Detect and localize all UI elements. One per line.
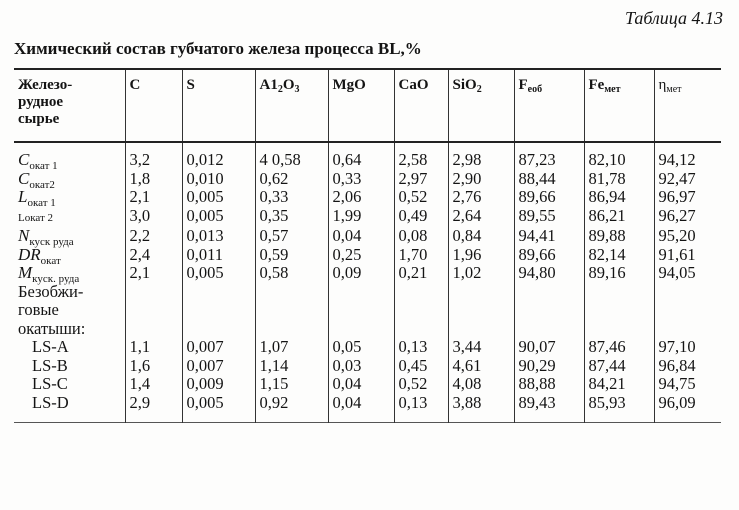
- table-row: [14, 227, 721, 246]
- table-cell: 87,46: [584, 338, 654, 357]
- table-cell: 96,84: [654, 357, 721, 376]
- empty-cell: [448, 283, 514, 302]
- table-cell: 0,009: [182, 375, 255, 394]
- group-label-row: [14, 301, 721, 320]
- table-cell: 3,88: [448, 394, 514, 423]
- empty-cell: [125, 301, 182, 320]
- table-cell: 3,44: [448, 338, 514, 357]
- table-cell: 88,44: [514, 170, 584, 189]
- table-cell: 2,64: [448, 207, 514, 228]
- table-row: [14, 207, 721, 228]
- table-cell: 94,80: [514, 264, 584, 283]
- empty-cell: [654, 283, 721, 302]
- table-cell: 0,007: [182, 338, 255, 357]
- table-cell: 1,1: [125, 338, 182, 357]
- empty-cell: [394, 283, 448, 302]
- empty-cell: [654, 320, 721, 339]
- empty-cell: [654, 301, 721, 320]
- table-cell: 0,013: [182, 227, 255, 246]
- table-cell: 2,06: [328, 188, 394, 207]
- empty-cell: [514, 320, 584, 339]
- row-label: Lокат 2: [18, 211, 54, 224]
- table-cell: 3,2: [125, 142, 182, 170]
- empty-cell: [182, 320, 255, 339]
- table-cell: 1,4: [125, 375, 182, 394]
- table-cell: 0,92: [255, 394, 328, 423]
- empty-cell: [255, 283, 328, 302]
- table-cell: 96,27: [654, 207, 721, 228]
- header-raw-material: Железо-рудное сырье: [18, 77, 73, 127]
- table-cell: 4,61: [448, 357, 514, 376]
- table-cell: 0,005: [182, 264, 255, 283]
- row-label: $L_{окат 1}$: [18, 187, 56, 209]
- empty-cell: [584, 301, 654, 320]
- table-cell: 89,55: [514, 207, 584, 228]
- header-s: S: [182, 69, 255, 142]
- table-cell: 0,25: [328, 246, 394, 265]
- empty-cell: [328, 320, 394, 339]
- table-row: [14, 357, 721, 376]
- empty-cell: [514, 283, 584, 302]
- table-row: [14, 375, 721, 394]
- table-cell: 82,10: [584, 142, 654, 170]
- empty-cell: [394, 320, 448, 339]
- table-cell: 91,61: [654, 246, 721, 265]
- row-label: $C_{окат2}$: [18, 168, 55, 191]
- table-cell: 0,007: [182, 357, 255, 376]
- table-cell: 0,35: [255, 207, 328, 228]
- table-cell: 0,04: [328, 375, 394, 394]
- table-cell: 3,0: [125, 207, 182, 228]
- group-label: говые: [18, 300, 59, 319]
- header-sio2: SiO$_2$: [448, 69, 514, 142]
- table-cell: 2,2: [125, 227, 182, 246]
- table-cell: 88,88: [514, 375, 584, 394]
- empty-cell: [394, 301, 448, 320]
- table-row: [14, 394, 721, 423]
- table-cell: 94,75: [654, 375, 721, 394]
- table-cell: 4 0,58: [255, 142, 328, 170]
- table-cell: 87,23: [514, 142, 584, 170]
- empty-cell: [584, 320, 654, 339]
- table-cell: 81,78: [584, 170, 654, 189]
- table-number: Таблица 4.13: [624, 8, 723, 28]
- table-cell: 92,47: [654, 170, 721, 189]
- table-cell: 0,33: [328, 170, 394, 189]
- table-cell: 0,012: [182, 142, 255, 170]
- empty-cell: [182, 283, 255, 302]
- table-cell: 1,15: [255, 375, 328, 394]
- header-fe-total: $F_{еоб}$: [514, 69, 584, 142]
- row-label: $N_{куск руда}$: [18, 226, 74, 248]
- table-row: [14, 170, 721, 189]
- table-cell: 0,62: [255, 170, 328, 189]
- table-cell: 0,52: [394, 375, 448, 394]
- table-row: [14, 142, 721, 170]
- table-cell: 89,66: [514, 188, 584, 207]
- table-cell: 0,21: [394, 264, 448, 283]
- header-mgo: MgO: [328, 69, 394, 142]
- table-cell: 0,005: [182, 394, 255, 423]
- table-cell: 0,005: [182, 207, 255, 228]
- table-cell: 0,45: [394, 357, 448, 376]
- table-cell: 2,97: [394, 170, 448, 189]
- table-cell: 96,09: [654, 394, 721, 423]
- empty-cell: [182, 301, 255, 320]
- table-cell: 2,58: [394, 142, 448, 170]
- table-cell: 86,94: [584, 188, 654, 207]
- table-cell: 0,03: [328, 357, 394, 376]
- table-cell: 94,05: [654, 264, 721, 283]
- table-cell: 1,99: [328, 207, 394, 228]
- row-label: LS-C: [32, 374, 68, 393]
- group-label: Безобжи-: [18, 281, 84, 301]
- table-cell: 90,07: [514, 338, 584, 357]
- table-cell: 1,6: [125, 357, 182, 376]
- header-fe-met: $Fe_{мет}$: [584, 69, 654, 142]
- row-label: $M_{куск. руда}$: [18, 263, 80, 285]
- table-cell: 86,21: [584, 207, 654, 228]
- table-cell: 87,44: [584, 357, 654, 376]
- chemical-composition-table: [14, 68, 721, 423]
- table-cell: 89,43: [514, 394, 584, 423]
- table-cell: 0,13: [394, 394, 448, 423]
- table-cell: 2,98: [448, 142, 514, 170]
- header-c: C: [125, 69, 182, 142]
- table-cell: 0,13: [394, 338, 448, 357]
- table-cell: 89,16: [584, 264, 654, 283]
- table-cell: 0,58: [255, 264, 328, 283]
- row-label: LS-D: [32, 392, 69, 412]
- header-row: [14, 69, 721, 142]
- table-cell: 2,76: [448, 188, 514, 207]
- table-cell: 94,41: [514, 227, 584, 246]
- empty-cell: [328, 283, 394, 302]
- table-cell: 2,1: [125, 264, 182, 283]
- table-cell: 96,97: [654, 188, 721, 207]
- empty-cell: [328, 301, 394, 320]
- header-al2o3: $A1_2O_3$: [255, 69, 328, 142]
- row-label: LS-A: [32, 337, 69, 356]
- table-cell: 0,64: [328, 142, 394, 170]
- group-label: окатыши:: [18, 318, 86, 338]
- table-cell: 1,14: [255, 357, 328, 376]
- table-cell: 1,02: [448, 264, 514, 283]
- empty-cell: [125, 283, 182, 302]
- empty-cell: [514, 301, 584, 320]
- table-cell: 85,93: [584, 394, 654, 423]
- group-label-row: [14, 320, 721, 339]
- row-label: $DR_{окат}$: [18, 244, 61, 267]
- table-cell: 0,52: [394, 188, 448, 207]
- header-eta-met: $\eta_{мет}$: [654, 69, 721, 142]
- group-label-row: [14, 283, 721, 302]
- table-caption: Химический состав губчатого железа процесса BL,%: [14, 39, 422, 58]
- table-cell: 97,10: [654, 338, 721, 357]
- table-cell: 0,05: [328, 338, 394, 357]
- table-cell: 89,88: [584, 227, 654, 246]
- table-row: [14, 338, 721, 357]
- table-cell: 1,70: [394, 246, 448, 265]
- table-cell: 94,12: [654, 142, 721, 170]
- table-cell: 0,011: [182, 246, 255, 265]
- table-cell: 2,1: [125, 188, 182, 207]
- table-cell: 2,9: [125, 394, 182, 423]
- empty-cell: [255, 301, 328, 320]
- table-cell: 4,08: [448, 375, 514, 394]
- table-cell: 2,4: [125, 246, 182, 265]
- table-cell: 84,21: [584, 375, 654, 394]
- empty-cell: [448, 320, 514, 339]
- row-label: $C_{окат 1}$: [18, 150, 58, 172]
- table-cell: 1,8: [125, 170, 182, 189]
- empty-cell: [448, 301, 514, 320]
- table-cell: 95,20: [654, 227, 721, 246]
- empty-cell: [584, 283, 654, 302]
- table-body: [14, 142, 721, 423]
- table-row: [14, 188, 721, 207]
- table-cell: 0,57: [255, 227, 328, 246]
- table-cell: 1,07: [255, 338, 328, 357]
- table-cell: 0,33: [255, 188, 328, 207]
- table-cell: 0,59: [255, 246, 328, 265]
- table-row: [14, 264, 721, 283]
- table-cell: 90,29: [514, 357, 584, 376]
- row-label: LS-B: [32, 355, 68, 375]
- table-cell: 82,14: [584, 246, 654, 265]
- table-cell: 0,84: [448, 227, 514, 246]
- header-cao: CaO: [394, 69, 448, 142]
- table-cell: 0,09: [328, 264, 394, 283]
- empty-cell: [255, 320, 328, 339]
- table-row: [14, 246, 721, 265]
- table-cell: 89,66: [514, 246, 584, 265]
- table-cell: 0,04: [328, 394, 394, 423]
- table-cell: 0,08: [394, 227, 448, 246]
- table-cell: 2,90: [448, 170, 514, 189]
- table-cell: 0,49: [394, 207, 448, 228]
- table-cell: 0,010: [182, 170, 255, 189]
- empty-cell: [125, 320, 182, 339]
- table-cell: 1,96: [448, 246, 514, 265]
- table-cell: 0,005: [182, 188, 255, 207]
- table-cell: 0,04: [328, 227, 394, 246]
